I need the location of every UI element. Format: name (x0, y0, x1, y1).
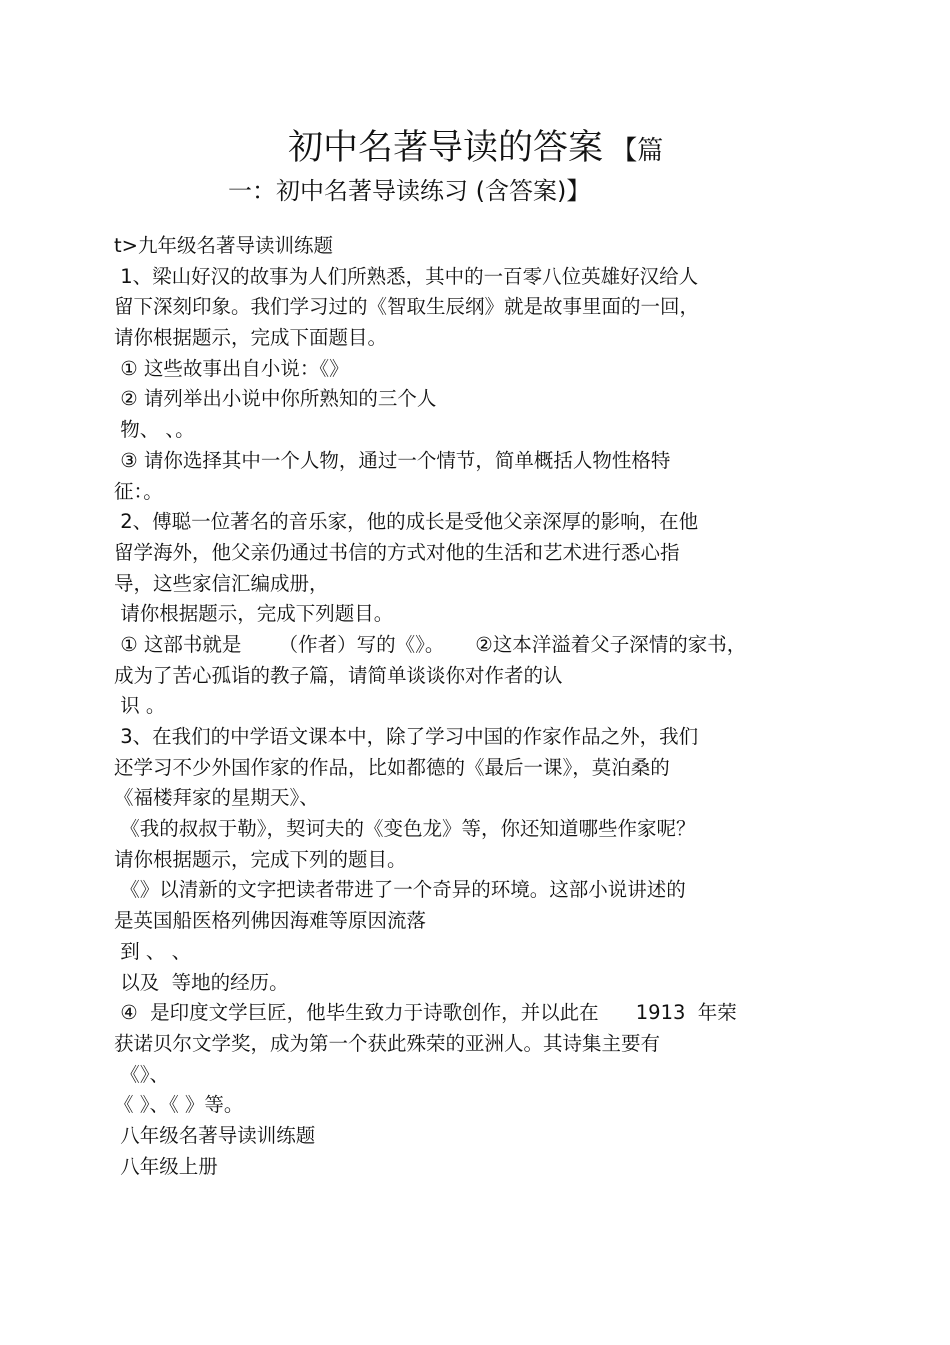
text-line: ② 请列举出小说中你所熟知的三个人 (114, 387, 437, 411)
document-body (114, 231, 874, 1182)
text-line: 还学习不少外国作家的作品，比如都德的《最后一课》，莫泊桑的 (114, 755, 670, 779)
text-line: 八年级名著导读训练题 (114, 1123, 316, 1147)
text-line: 是英国船医格列佛因海难等原因流落 (114, 909, 427, 933)
text-line: 《》、 (114, 1062, 169, 1086)
text-line: 请你根据题示，完成下面题目。 (114, 326, 388, 350)
text-line: 征：。 (114, 479, 163, 503)
text-line: ① 这些故事出自小说：《》 (114, 356, 349, 380)
text-line: 以及 等地的经历。 (114, 970, 289, 994)
text-line: 留下深刻印象。我们学习过的《智取生辰纲》就是故事里面的一回， (114, 295, 700, 319)
title-main: 初中名著导读的答案 (288, 128, 604, 168)
text-line: 导，这些家信汇编成册， (114, 571, 329, 595)
text-line: 八年级上册 (114, 1154, 218, 1178)
document-subtitle: 一：初中名著导读练习 (含答案)】 (228, 177, 591, 205)
title-suffix: 【篇 (603, 136, 664, 166)
text-line: 《福楼拜家的星期天》、 (114, 786, 319, 810)
text-line: 请你根据题示，完成下列的题目。 (114, 847, 407, 871)
text-line: t>九年级名著导读训练题 (114, 234, 333, 257)
text-line: 到 、 、 (114, 939, 192, 963)
text-line: 识 。 (114, 694, 166, 718)
text-line: 1、梁山好汉的故事为人们所熟悉，其中的一百零八位英雄好汉给人 (114, 264, 699, 288)
text-line: 《》以清新的文字把读者带进了一个奇异的环境。这部小说讲述的 (114, 878, 686, 902)
text-line: ③ 请你选择其中一个人物，通过一个情节，简单概括人物性格特 (114, 448, 671, 472)
text-line: ④ 是印度文学巨匠，他毕生致力于诗歌创作，并以此在 1913 年荣 (114, 1001, 737, 1025)
text-line: 请你根据题示，完成下列题目。 (114, 602, 394, 626)
document-title (288, 124, 663, 175)
text-line: 成为了苦心孤诣的教子篇，请简单谈谈你对作者的认 (114, 663, 563, 687)
text-line: ① 这部书就是 （作者）写的《》。 ②这本洋溢着父子深情的家书， (114, 632, 747, 656)
text-line: 2、傅聪一位著名的音乐家，他的成长是受他父亲深厚的影响，在他 (114, 510, 699, 534)
text-line: 《 》、《 》等。 (114, 1093, 244, 1117)
text-line: 物、 、。 (114, 418, 195, 442)
text-line: 《我的叔叔于勒》，契诃夫的《变色龙》等，你还知道哪些作家呢？ (114, 817, 696, 841)
text-line: 3、在我们的中学语文课本中，除了学习中国的作家作品之外，我们 (114, 725, 699, 748)
text-line: 留学海外，他父亲仍通过书信的方式对他的生活和艺术进行悉心指 (114, 540, 680, 564)
text-line: 获诺贝尔文学奖，成为第一个获此殊荣的亚洲人。其诗集主要有 (114, 1031, 661, 1055)
